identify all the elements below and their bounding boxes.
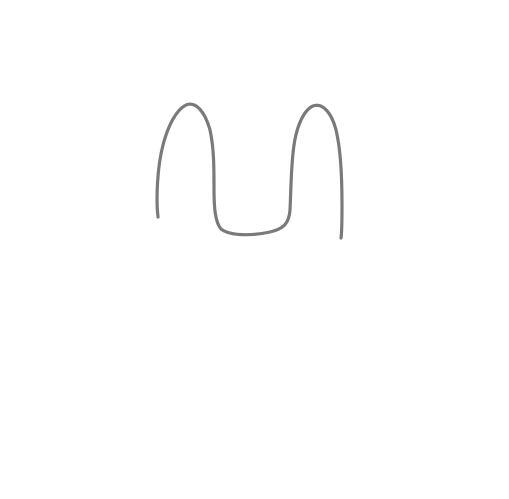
hand-drawn-stroke bbox=[157, 104, 342, 238]
